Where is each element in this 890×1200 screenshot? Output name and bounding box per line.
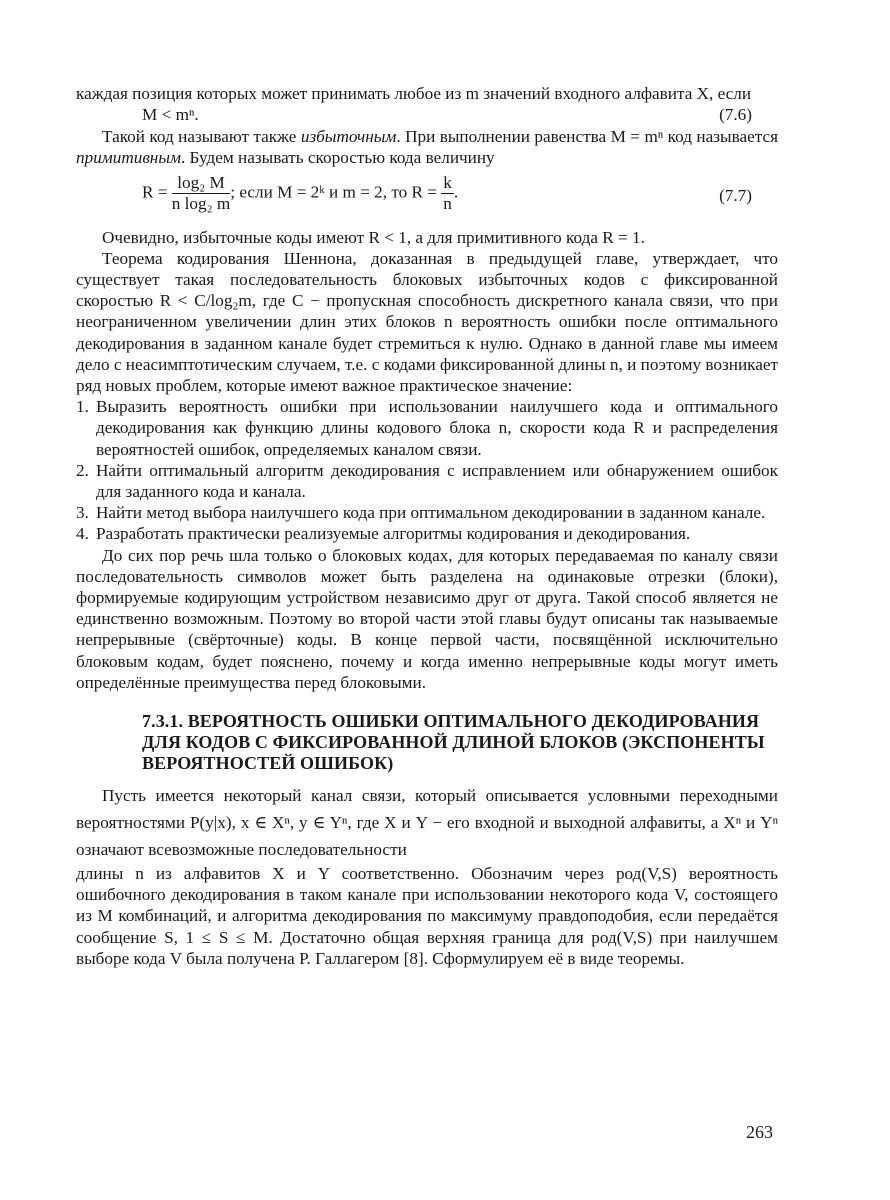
paragraph-2: [76, 126, 778, 168]
term-primitive: примитивным: [76, 148, 181, 168]
equation-7-6-body: M < mⁿ.: [142, 105, 199, 125]
paragraph-1: каждая позиция которых может принимать любое из m значений входного алфавита X, если: [76, 84, 752, 103]
paragraph-5: До сих пор речь шла только о блоковых кодах, для которых передаваемая по каналу связи последовательность символов может быть разделена на одинаковые отрезки (блоки), формируемые кодирующим устройством независимо друг от друга. Такой способ является не единственно возможным. Поэтому во второй части этой главы будут описаны так называемые непрерывные (свёрточные) коды. В конце первой части, посвящённой исключительно блоковым кодам, будет пояснено, почему и когда именно непрерывные коды могут иметь определённые преимущества перед блоковыми.: [76, 545, 778, 692]
list-item-number: 3.: [76, 503, 89, 523]
page-number: 263: [746, 1122, 773, 1142]
list-item-number: 1.: [76, 397, 89, 417]
paragraph-6a: Пусть имеется некоторый канал связи, который описывается условными переходными вероятностями P(y|x), x ∈ Xⁿ, y ∈ Yⁿ, где X и Y − его входной и выходной алфавиты, а Xⁿ и Yⁿ означают всевозможные последовательности: [76, 786, 778, 860]
fraction-k-n: [441, 173, 454, 214]
problem-list: [76, 396, 778, 544]
equation-7-6: [76, 104, 778, 126]
list-item: [76, 396, 778, 460]
equation-7-7-body: [142, 173, 458, 214]
paragraph-4: Теорема кодирования Шеннона, доказанная в предыдущей главе, утверждает, что существует такая последовательность блоковых избыточных кодов с фиксированной скоростью R < C/log₂m, где C − пропускная способность дискретного канала связи, что при неограниченном увеличении длин этих блоков n вероятность ошибки после оптимального декодирования в заданном канале будет стремиться к нулю. Однако в данной главе мы имеем дело с неасимптотическим случаем, т.е. с кодами фиксированной длины n, и поэтому возникает ряд новых проблем, которые имеют важное практическое значение:: [76, 248, 778, 396]
equation-7-7: [76, 171, 778, 223]
list-item-text: Найти метод выбора наилучшего кода при оптимальном декодировании в заданном канале.: [96, 503, 766, 523]
list-item-number: 4.: [76, 524, 89, 544]
eq77-end: .: [453, 182, 459, 202]
list-item: [76, 460, 778, 502]
fraction-log-numerator: log₂ M: [172, 173, 231, 194]
paragraph-3: Очевидно, избыточные коды имеют R < 1, а для примитивного кода R = 1.: [102, 227, 645, 247]
fraction-log: [172, 173, 231, 214]
list-item-text: Выразить вероятность ошибки при использовании наилучшего кода и оптимального декодирования как функцию длины кодового блока n, скорости кода R и распределения вероятностей ошибок, определяемых каналом связи.: [96, 397, 778, 459]
fraction-log-denominator: n log₂ m: [171, 193, 231, 213]
p2-text-c: . При выполнении равенства M = mⁿ код называется: [396, 127, 778, 147]
list-item: [76, 523, 778, 544]
eq77-r: R =: [142, 182, 168, 202]
list-item-text: Разработать практически реализуемые алгоритмы кодирования и декодирования.: [96, 524, 691, 544]
term-redundant: избыточным: [300, 127, 397, 147]
list-item-text: Найти оптимальный алгоритм декодирования с исправлением или обнаружением ошибок для заданного кода и канала.: [96, 460, 778, 502]
equation-7-7-number: (7.7): [719, 185, 752, 205]
equation-7-6-number: (7.6): [719, 105, 752, 125]
section-heading: 7.3.1. ВЕРОЯТНОСТЬ ОШИБКИ ОПТИМАЛЬНОГО ДЕКОДИРОВАНИЯ ДЛЯ КОДОВ С ФИКСИРОВАННОЙ ДЛИНОЙ БЛОКОВ (ЭКСПОНЕНТЫ ВЕРОЯТНОСТЕЙ ОШИБОК): [142, 711, 765, 774]
page-body: [76, 83, 778, 969]
paragraph-6b: длины n из алфавитов X и Y соответственно. Обозначим через pод(V,S) вероятность ошибочного декодирования в таком канале при использовании некоторого кода V, состоящего из M комбинаций, и алгоритма декодирования по максимуму правдоподобия, если передаётся сообщение S, 1 ≤ S ≤ M. Достаточно общая верхняя граница для pод(V,S) при наилучшем выборе кода V была получена Р. Галлагером [8]. Сформулируем её в виде теоремы.: [76, 864, 778, 968]
eq77-mid: ; если M = 2ᵏ и m = 2, то R =: [230, 182, 437, 202]
list-item: [76, 502, 778, 523]
p2-text-e: . Будем называть скоростью кода величину: [180, 148, 495, 168]
fraction-k: k: [443, 172, 452, 192]
list-item-number: 2.: [76, 460, 89, 480]
fraction-n: n: [443, 193, 452, 213]
p2-text-a: Такой код называют также: [102, 127, 301, 147]
